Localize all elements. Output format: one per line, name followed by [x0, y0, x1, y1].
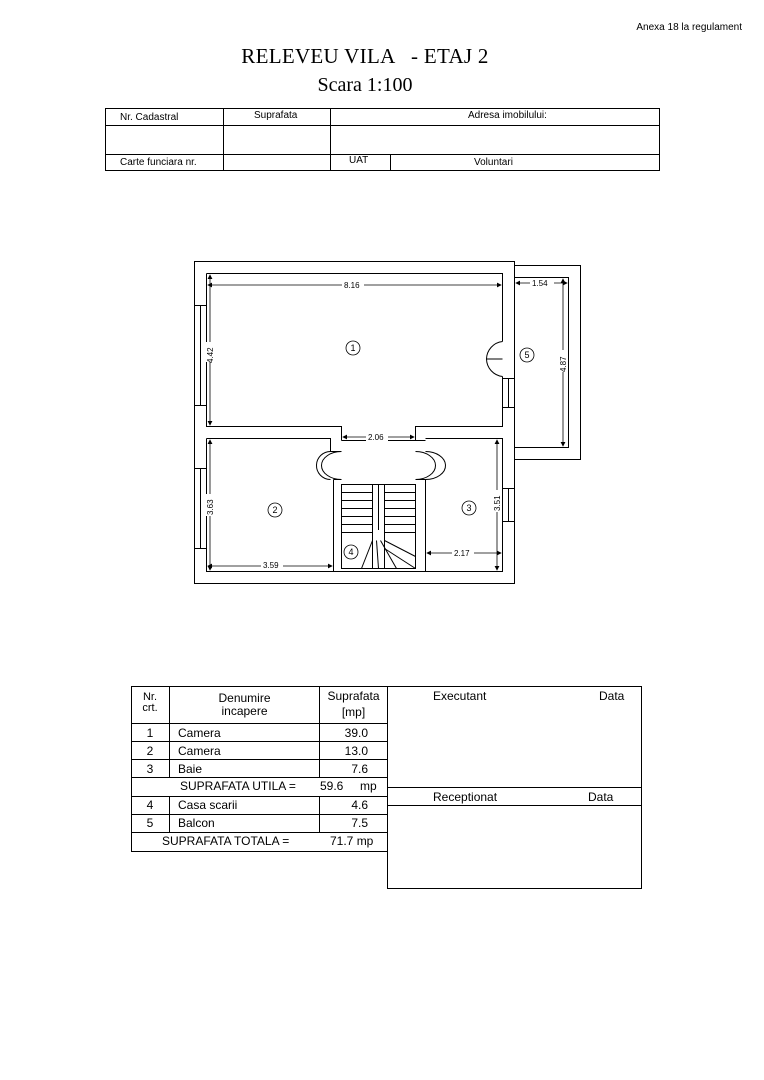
room-number-5: 5 [524, 350, 530, 360]
dim-corridor-width: 2.06 [368, 433, 384, 442]
address-label: Adresa imobilului: [468, 110, 547, 121]
dim-balcony-width: 1.54 [532, 279, 548, 288]
cadastral-label: Nr. Cadastral [120, 112, 179, 123]
area-row-name: Camera [178, 744, 221, 758]
area-row-area: 13.0 [344, 744, 368, 758]
room-number-3: 3 [466, 503, 472, 513]
dim-balcony-height: 4.87 [559, 356, 568, 372]
room-number-4: 4 [348, 547, 354, 557]
uat-label: UAT [349, 155, 369, 166]
surface-label: Suprafata [254, 110, 298, 121]
area-row-nr: 3 [146, 762, 154, 776]
col-nr-header: Nr. crt. [142, 691, 158, 714]
dim-room1-height: 4.42 [206, 347, 215, 363]
area-row-area: 7.5 [351, 816, 368, 830]
area-row-name: Camera [178, 726, 221, 740]
area-row-nr: 2 [146, 744, 154, 758]
receptionat-label: Receptionat [433, 790, 498, 804]
page-title: RELEVEU VILA - ETAJ 2 [241, 44, 489, 68]
dim-room2-width: 3.59 [263, 561, 279, 570]
area-row-name: Baie [178, 762, 203, 776]
dim-room3-height: 3.51 [493, 495, 502, 511]
executant-label: Executant [433, 689, 487, 703]
room-number-1: 1 [350, 343, 356, 353]
col-name-header: Denumire incapere [218, 691, 271, 718]
dim-room2-height: 3.63 [206, 499, 215, 515]
area-row-nr: 5 [146, 816, 154, 830]
room-number-2: 2 [272, 505, 278, 515]
area-row-area: 7.6 [351, 762, 368, 776]
land-book-label: Carte funciara nr. [120, 157, 197, 168]
area-row-name: Casa scarii [178, 798, 238, 812]
dim-top-width: 8.16 [344, 281, 360, 290]
useful-label: SUPRAFATA UTILA = [180, 779, 296, 793]
receptionat-date-label: Data [588, 790, 614, 804]
useful-value: 59.6 [320, 779, 344, 793]
annex-note: Anexa 18 la regulament [636, 22, 742, 33]
area-row-area: 4.6 [351, 798, 368, 812]
area-row-area: 39.0 [344, 726, 368, 740]
area-row-nr: 4 [146, 798, 154, 812]
area-row-name: Balcon [178, 816, 215, 830]
total-label: SUPRAFATA TOTALA = [162, 834, 290, 848]
area-row-nr: 1 [146, 726, 154, 740]
executant-date-label: Data [599, 689, 625, 703]
col-area-header: Suprafata [mp] [327, 689, 380, 719]
total-value: 71.7 mp [330, 834, 374, 848]
uat-value: Voluntari [474, 157, 513, 168]
dim-room3-width: 2.17 [454, 549, 470, 558]
useful-unit: mp [360, 779, 377, 793]
page-scale: Scara 1:100 [317, 74, 413, 96]
